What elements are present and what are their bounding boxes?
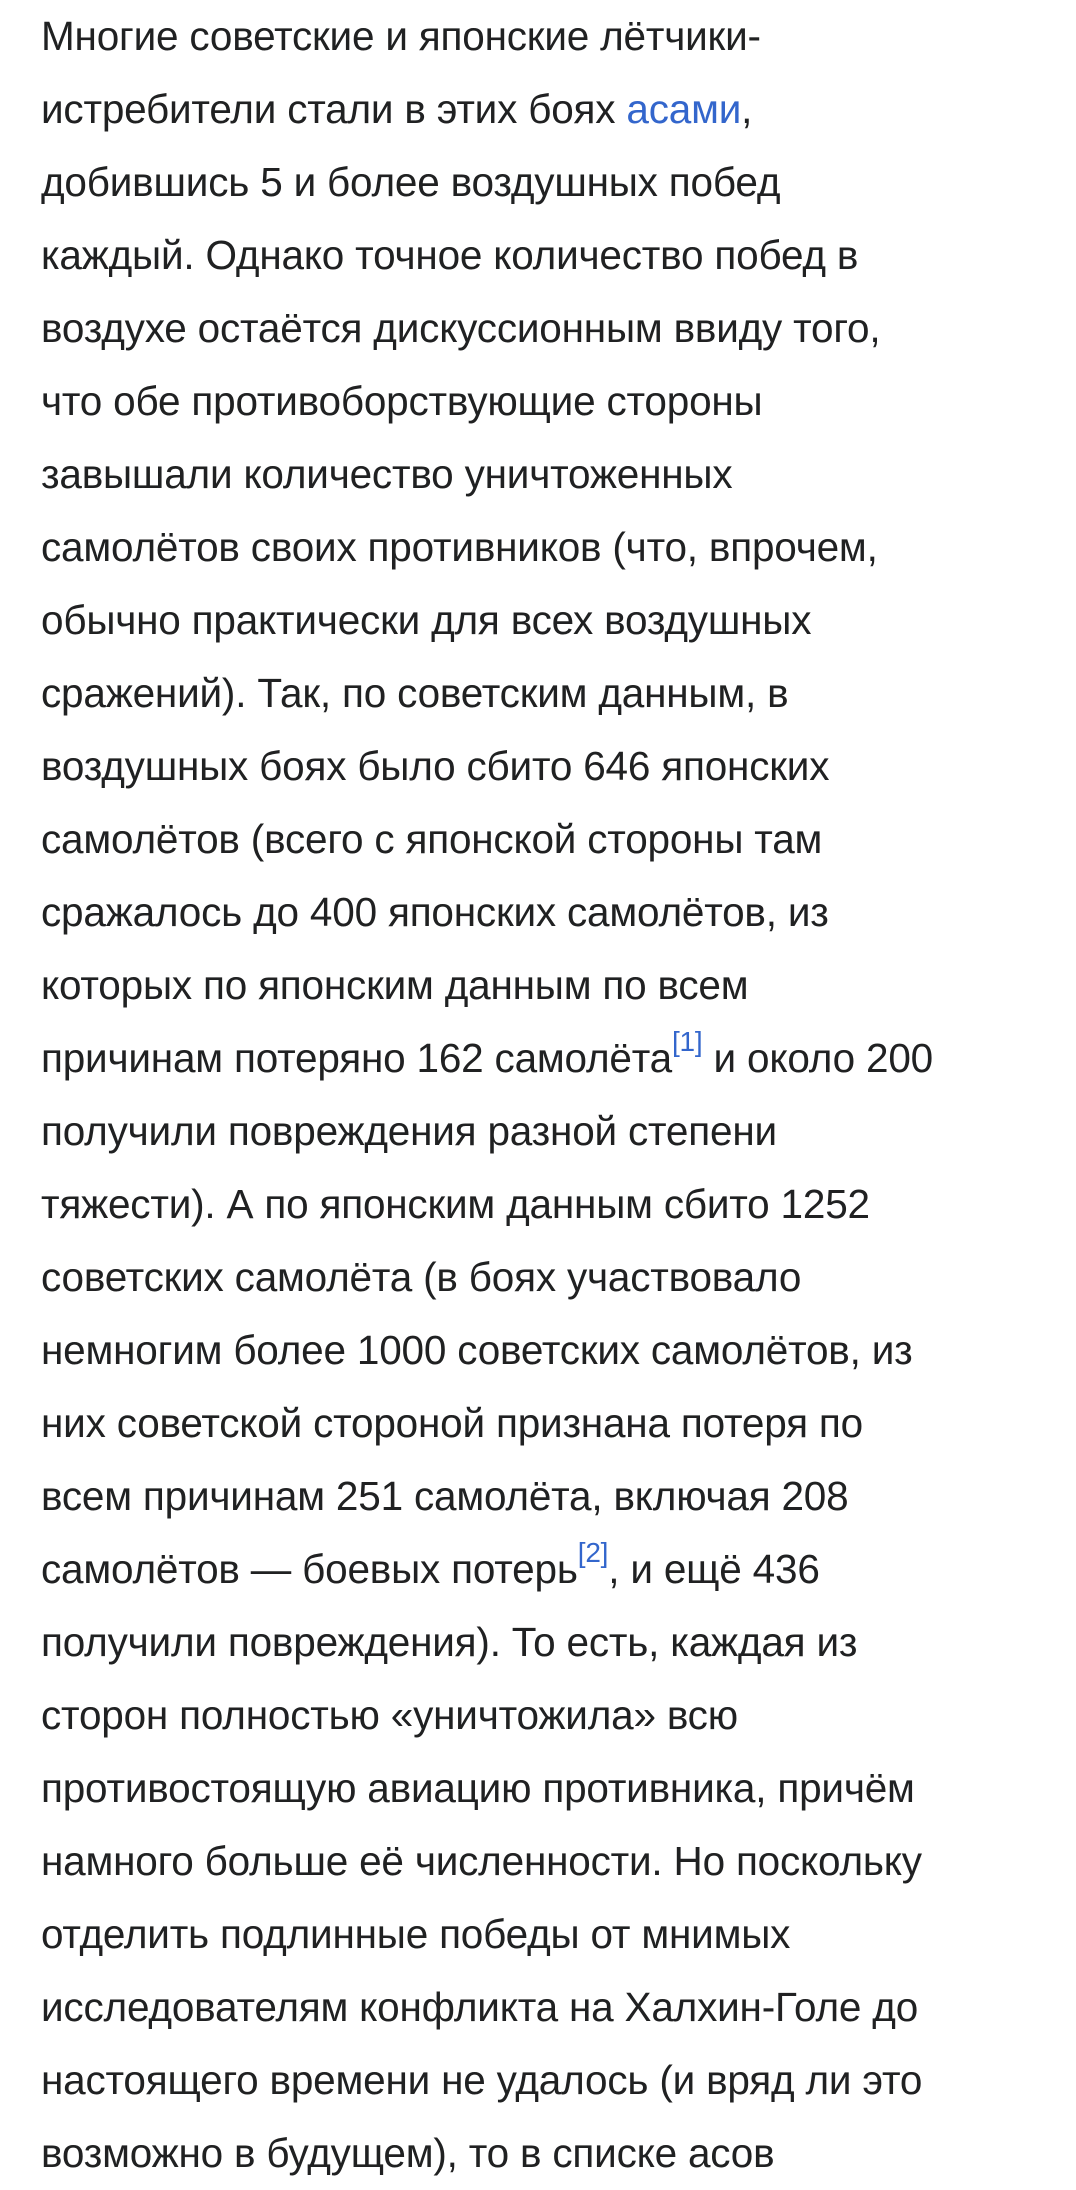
text-segment: самолётов (всего с японской стороны там <box>41 816 823 862</box>
text-line <box>41 1168 1061 1241</box>
text-segment: , и ещё 436 <box>608 1546 820 1592</box>
reference-link-1[interactable]: [1] <box>671 1026 703 1057</box>
text-segment: получили повреждения). То есть, каждая из <box>41 1619 858 1665</box>
text-line <box>41 1606 1061 1679</box>
text-line <box>41 438 1061 511</box>
text-line <box>41 1679 1061 1752</box>
text-line <box>41 511 1061 584</box>
reference-link-2[interactable]: [2] <box>577 1537 609 1568</box>
text-line <box>41 949 1061 1022</box>
text-segment: немногим более 1000 советских самолётов, из <box>41 1327 913 1373</box>
text-segment: каждый. Однако точное количество побед в <box>41 232 859 278</box>
text-segment: завышали количество уничтоженных <box>41 451 733 497</box>
article-link-1[interactable]: асами <box>626 86 742 132</box>
text-segment: противостоящую авиацию противника, причём <box>41 1765 915 1811</box>
text-segment: отделить подлинные победы от мнимых <box>41 1911 791 1957</box>
text-line <box>41 803 1061 876</box>
text-segment: исследователям конфликта на Халхин-Голе до <box>41 1984 919 2030</box>
text-line <box>41 1095 1061 1168</box>
text-line <box>41 876 1061 949</box>
text-segment: самолётов своих противников (что, впрочем, <box>41 524 878 570</box>
text-segment: и около 200 <box>702 1035 933 1081</box>
text-line <box>41 0 1061 73</box>
text-line <box>41 2044 1061 2117</box>
text-line <box>41 1752 1061 1825</box>
text-line <box>41 1460 1061 1533</box>
text-segment: настоящего времени не удалось (и вряд ли это <box>41 2057 923 2103</box>
text-line <box>41 1387 1061 1460</box>
text-segment: воздухе остаётся дискуссионным ввиду того, <box>41 305 881 351</box>
text-line <box>41 1971 1061 2044</box>
text-line <box>41 1022 1061 1095</box>
text-line <box>41 1825 1061 1898</box>
text-segment: воздушных боях было сбито 646 японских <box>41 743 830 789</box>
text-line <box>41 1314 1061 1387</box>
text-segment: намного больше её численности. Но поскольку <box>41 1838 922 1884</box>
text-line <box>41 1241 1061 1314</box>
text-segment: самолётов — боевых потерь <box>41 1546 578 1592</box>
text-segment: обычно практически для всех воздушных <box>41 597 812 643</box>
text-line <box>41 1533 1061 1606</box>
text-segment: возможно в будущем), то в списке асов <box>41 2130 775 2176</box>
text-segment: сражений). Так, по советским данным, в <box>41 670 789 716</box>
text-line <box>41 219 1061 292</box>
text-segment: всем причинам 251 самолёта, включая 208 <box>41 1473 849 1519</box>
text-segment: причинам потеряно 162 самолёта <box>41 1035 672 1081</box>
text-line <box>41 1898 1061 1971</box>
text-segment: которых по японским данным по всем <box>41 962 749 1008</box>
text-segment: них советской стороной признана потеря по <box>41 1400 863 1446</box>
article-paragraph <box>41 0 1061 2190</box>
text-segment: тяжести). А по японским данным сбито 1252 <box>41 1181 870 1227</box>
text-segment: сторон полностью «уничтожила» всю <box>41 1692 738 1738</box>
text-line <box>41 146 1061 219</box>
text-segment: советских самолёта (в боях участвовало <box>41 1254 802 1300</box>
text-segment: получили повреждения разной степени <box>41 1108 777 1154</box>
text-segment: истребители стали в этих боях <box>41 86 627 132</box>
text-line <box>41 365 1061 438</box>
text-segment: Многие советские и японские лётчики- <box>41 13 761 59</box>
text-segment: добившись 5 и более воздушных побед <box>41 159 781 205</box>
text-segment: сражалось до 400 японских самолётов, из <box>41 889 829 935</box>
text-segment: что обе противоборствующие стороны <box>41 378 763 424</box>
text-line <box>41 292 1061 365</box>
text-line <box>41 730 1061 803</box>
text-line <box>41 584 1061 657</box>
text-segment: , <box>741 86 753 132</box>
text-line <box>41 657 1061 730</box>
text-line <box>41 73 1061 146</box>
text-line <box>41 2117 1061 2190</box>
